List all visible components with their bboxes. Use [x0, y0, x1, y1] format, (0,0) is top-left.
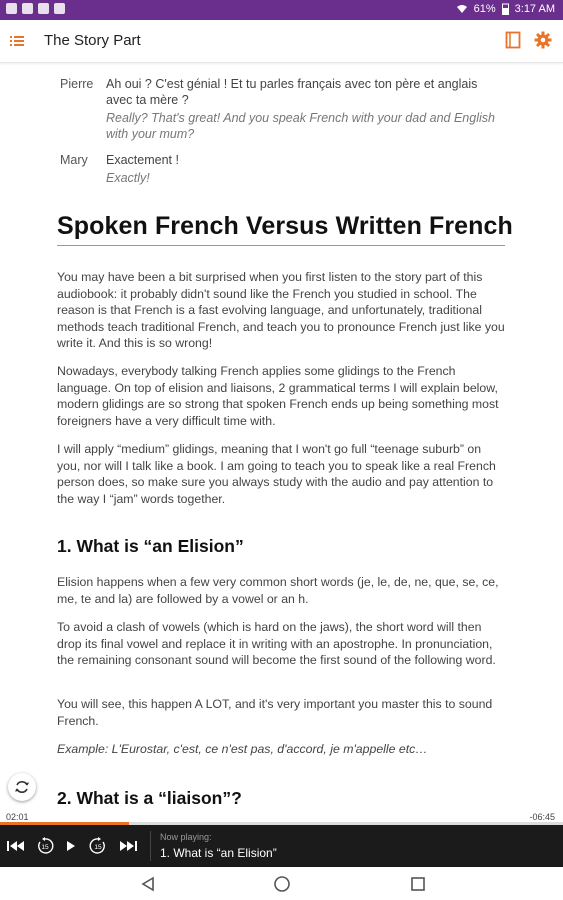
- subsection-heading: 2. What is a “liaison”?: [57, 788, 242, 808]
- next-track-icon[interactable]: [118, 837, 138, 855]
- bookmark-icon[interactable]: [505, 31, 521, 49]
- status-bar: [0, 0, 563, 20]
- french-line: Ah oui ? C'est génial ! Et tu parles français avec ton père et anglais avec ta mère ?: [106, 77, 478, 107]
- remaining-time: -06:45: [529, 812, 555, 822]
- home-icon[interactable]: [273, 875, 291, 893]
- wifi-icon: [456, 4, 468, 14]
- player-divider: [150, 831, 151, 861]
- previous-track-icon[interactable]: [6, 837, 26, 855]
- fast-forward-icon: [89, 837, 107, 855]
- list-menu-icon[interactable]: [10, 34, 24, 48]
- page-title: The Story Part: [44, 32, 141, 49]
- paragraph: To avoid a clash of vowels (which is hard on the jaws), the short word will then drop its final vowel and replace it in writing with an apostrophe. In pronunciation, the remaining consonant sound will become the first sound of the following word.: [57, 620, 496, 667]
- clock: 3:17 AM: [514, 3, 555, 15]
- sync-button[interactable]: [8, 773, 36, 801]
- rewind-seconds: 15: [41, 844, 49, 851]
- rewind-15-button[interactable]: [36, 837, 54, 855]
- now-playing-title[interactable]: 1. What is “an Elision”: [160, 846, 277, 860]
- audio-player: [0, 825, 563, 867]
- forward-seconds: 15: [94, 844, 102, 851]
- example-paragraph: Example: L'Eurostar, c'est, ce n'est pas, d'accord, je m'appelle etc…: [57, 742, 428, 756]
- forward-15-button[interactable]: [89, 837, 107, 855]
- sync-icon: [8, 773, 36, 801]
- subsection-heading: 1. What is “an Elision”: [57, 536, 244, 556]
- notification-icon: [6, 3, 17, 14]
- app-bar: [0, 20, 563, 63]
- paragraph: You may have been a bit surprised when you first listen to the story part of this audiobook: it probably didn't sound like the French you studied in school. The reason is that French is a fast evolving language, and unfortunately, traditional methods teach traditional French, and teach you to pronounce French just like you write it. And this is so wrong!: [57, 270, 505, 350]
- playback-progress[interactable]: [0, 811, 563, 825]
- paragraph: Elision happens when a few very common short words (je, le, de, ne, que, se, ce, me, te and la) are followed by a vowel or an h.: [57, 575, 499, 606]
- rewind-icon: [36, 837, 54, 855]
- system-nav-bar: [0, 867, 563, 900]
- now-playing-label: Now playing:: [160, 832, 212, 842]
- gear-icon[interactable]: [534, 31, 552, 49]
- battery-icon: [502, 3, 509, 15]
- french-line: Exactement !: [106, 153, 179, 167]
- speaker-name: Mary: [60, 153, 88, 167]
- paragraph: You will see, this happen A LOT, and it's very important you master this to sound French.: [57, 697, 493, 728]
- reader-content[interactable]: [0, 62, 563, 822]
- back-icon[interactable]: [140, 876, 156, 892]
- notification-icon: [38, 3, 49, 14]
- english-translation: Exactly!: [106, 171, 150, 185]
- notification-icon: [54, 3, 65, 14]
- paragraph: Nowadays, everybody talking French applies some glidings to the French language. On top of elision and liaisons, 2 grammatical terms I will explain below, modern glidings are so strong that spoken French ends up being something most foreigners have a very difficult time with.: [57, 364, 499, 428]
- paragraph: I will apply “medium” glidings, meaning that I won't go full “teenage suburb” on you, nor will I talk like a book. I am going to teach you to speak like a real French person does, so make sure you always study with the audio and pay attention to the way I “jam” words together.: [57, 442, 496, 506]
- speaker-name: Pierre: [60, 77, 94, 91]
- english-translation: Really? That's great! And you speak French with your dad and English with your mum?: [106, 111, 495, 141]
- notification-icon: [22, 3, 33, 14]
- elapsed-time: 02:01: [6, 812, 29, 822]
- play-icon[interactable]: [64, 837, 78, 855]
- heading-divider: [57, 245, 505, 246]
- section-heading: Spoken French Versus Written French: [57, 212, 513, 240]
- recent-apps-icon[interactable]: [410, 876, 426, 892]
- notification-icons: [6, 3, 65, 14]
- battery-level: 61%: [473, 3, 496, 15]
